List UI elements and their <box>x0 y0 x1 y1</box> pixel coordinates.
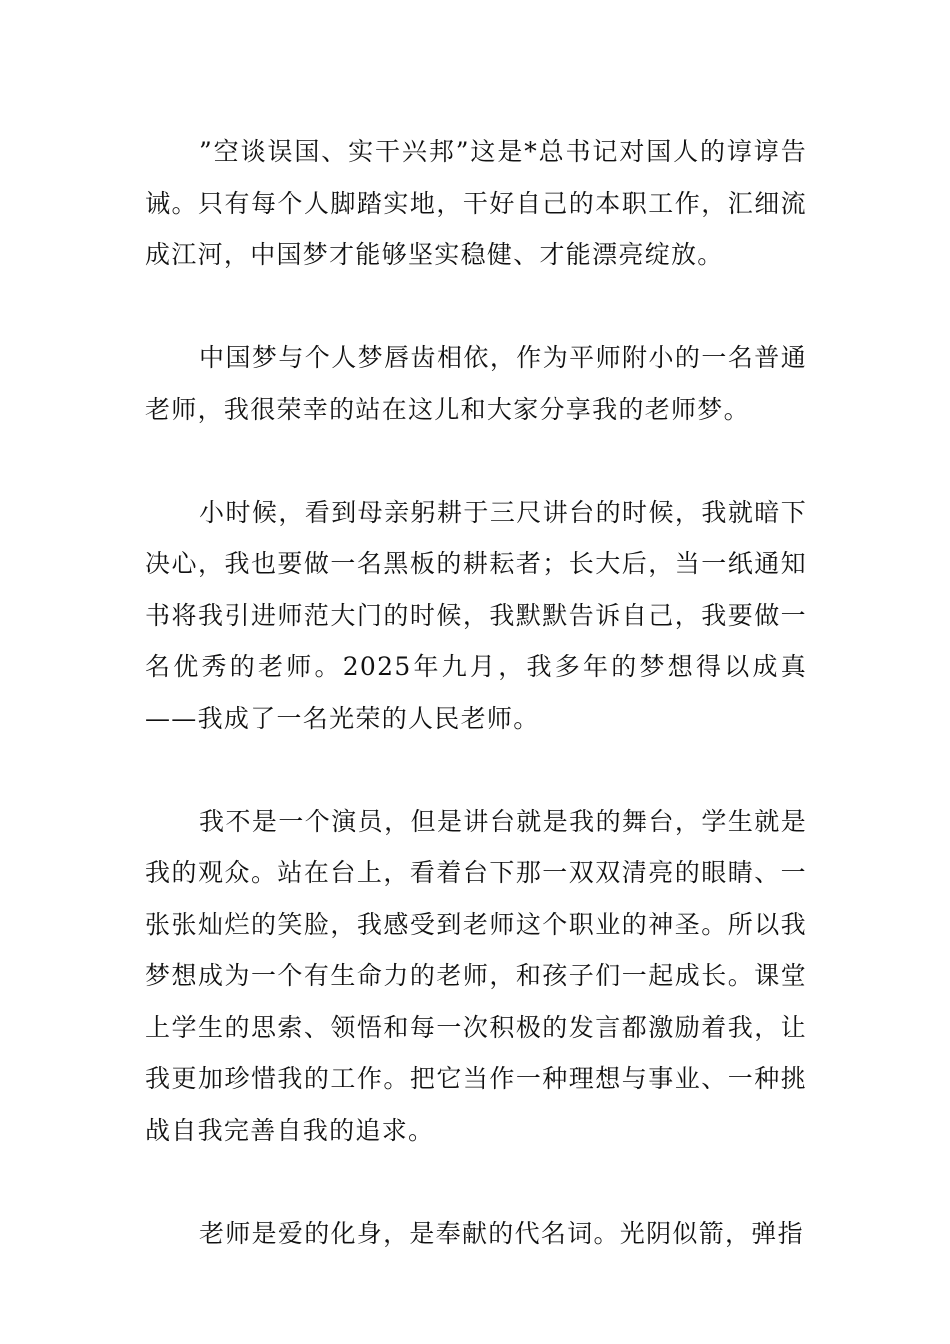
document-body <box>145 126 807 1259</box>
paragraph-1: ”空谈误国、实干兴邦”这是*总书记对国人的谆谆告诫。只有每个人脚踏实地，干好自己的本职工作，汇细流成江河，中国梦才能够坚实稳健、才能漂亮绽放。 <box>145 137 807 269</box>
paragraph-5: 老师是爱的化身，是奉献的代名词。光阴似箭，弹指 <box>199 1218 804 1248</box>
paragraph-4: 我不是一个演员，但是讲台就是我的舞台，学生就是我的观众。站在台上，看着台下那一双双清亮的眼睛、一张张灿烂的笑脸，我感受到老师这个职业的神圣。所以我梦想成为一个有生命力的老师，和孩子们一起成长。课堂上学生的思索、领悟和每一次积极的发言都激励着我，让我更加珍惜我的工作。把它当作一种理想与事业、一种挑战自我完善自我的追求。 <box>145 806 807 1145</box>
paragraph-2: 中国梦与个人梦唇齿相依，作为平师附小的一名普通老师，我很荣幸的站在这儿和大家分享我的老师梦。 <box>145 343 807 424</box>
paragraph-3: 小时候，看到母亲躬耕于三尺讲台的时候，我就暗下决心，我也要做一名黑板的耕耘者；长大后，当一纸通知书将我引进师范大门的时候，我默默告诉自己，我要做一名优秀的老师。2025年九月，我多年的梦想得以成真——我成了一名光荣的人民老师。 <box>145 497 807 733</box>
